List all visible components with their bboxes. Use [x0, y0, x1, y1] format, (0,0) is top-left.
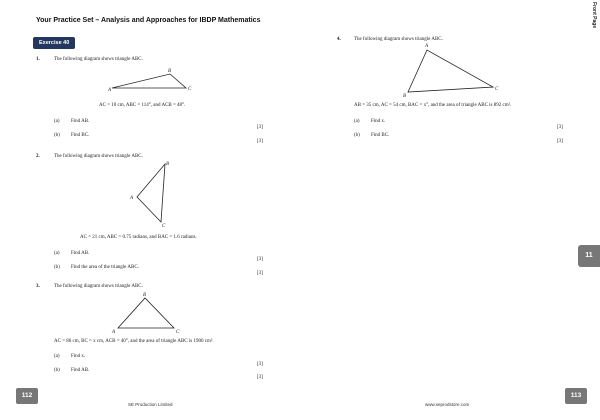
question-1-part-a-text: Find AB. [71, 119, 90, 124]
vertex-a-label: A [112, 330, 116, 335]
question-2-triangle-diagram [125, 160, 175, 230]
triangle-shape [137, 164, 165, 222]
triangle-shape [408, 50, 493, 92]
question-4-number: 4. [337, 37, 341, 42]
page-header-title: Your Practice Set – Analysis and Approaches for IBDP Mathematics [36, 17, 261, 24]
vertex-c-label: C [162, 224, 166, 229]
exercise-badge: Exercise 40 [33, 37, 75, 49]
question-2-part-a-label: (a) [54, 251, 60, 256]
question-2-part-b-marks: [3] [257, 271, 263, 276]
triangle-shape [112, 74, 186, 88]
question-1-number: 1. [36, 57, 40, 62]
question-2-part-a-marks: [3] [257, 257, 263, 262]
question-2-part-b-text: Find the area of the triangle ABC. [71, 265, 139, 270]
page-number-left: 112 [16, 388, 38, 404]
vertex-a-label: A [425, 44, 429, 49]
question-1-part-b-label: (b) [54, 133, 60, 138]
question-3-part-b-marks: [3] [257, 375, 263, 380]
question-4-part-a-marks: [3] [557, 125, 563, 130]
vertex-c-label: C [188, 87, 192, 92]
question-1-part-a-label: (a) [54, 119, 60, 124]
question-1-triangle-diagram [108, 68, 192, 92]
question-4-part-b-label: (b) [354, 133, 360, 138]
question-1-part-b-text: Find BC. [71, 133, 90, 138]
question-3-part-b-text: Find AB. [71, 368, 90, 373]
question-3-number: 3. [36, 284, 40, 289]
question-4-intro: The following diagram shows triangle ABC. [354, 37, 443, 42]
question-3-part-a-label: (a) [54, 354, 60, 359]
question-3-part-a-marks: [3] [257, 362, 263, 367]
vertex-a-label: A [130, 196, 134, 201]
vertex-a-label: A [108, 88, 112, 93]
vertex-b-label: B [168, 69, 172, 74]
question-2-part-a-text: Find AB. [71, 251, 90, 256]
question-4-part-b-marks: [3] [557, 139, 563, 144]
page-number-right: 113 [565, 388, 587, 404]
question-3-intro: The following diagram shows triangle ABC. [54, 284, 143, 289]
question-4-part-a-label: (a) [354, 119, 360, 124]
vertex-b-label: B [143, 293, 147, 298]
question-2-given: AC = 21 cm, ABC = 0.75 radians, and BAC = 1.6 radians. [80, 235, 197, 240]
triangle-shape [118, 298, 174, 328]
question-4-part-a-text: Find x. [371, 119, 386, 124]
front-page-tab[interactable] [588, 2, 598, 42]
question-3-given: AC = 86 cm, BC = x cm, ACB = 40°, and the area of triangle ABC is 1900 cm². [54, 339, 214, 344]
question-3-part-b-label: (b) [54, 368, 60, 373]
vertex-b-label: B [403, 94, 407, 99]
vertex-c-label: C [495, 87, 499, 92]
question-2-number: 2. [36, 154, 40, 159]
question-3-part-a-text: Find x. [71, 354, 86, 359]
question-4-triangle-diagram [400, 42, 500, 98]
question-1-part-b-marks: [3] [257, 139, 263, 144]
question-3-triangle-diagram [112, 292, 186, 334]
question-1-intro: The following diagram shows triangle ABC. [54, 57, 143, 62]
question-1-part-a-marks: [3] [257, 125, 263, 130]
vertex-c-label: C [176, 330, 180, 335]
footer-publisher: SE Production Limited [128, 402, 173, 407]
vertex-b-label: B [166, 162, 170, 167]
question-1-given: AC = 10 cm, ABC = 114°, and ACB = 48°. [99, 103, 186, 108]
question-2-part-b-label: (b) [54, 265, 60, 270]
question-4-given: AB = 35 cm, AC = 54 cm, BAC = x°, and the area of triangle ABC is 892 cm². [354, 103, 512, 108]
question-2-intro: The following diagram shows triangle ABC. [54, 154, 143, 159]
chapter-tab[interactable]: 11 [578, 245, 600, 267]
front-page-label: Front Page [591, 2, 597, 29]
footer-website[interactable]: www.seprodstore.com [425, 402, 470, 407]
question-4-part-b-text: Find BC. [371, 133, 390, 138]
